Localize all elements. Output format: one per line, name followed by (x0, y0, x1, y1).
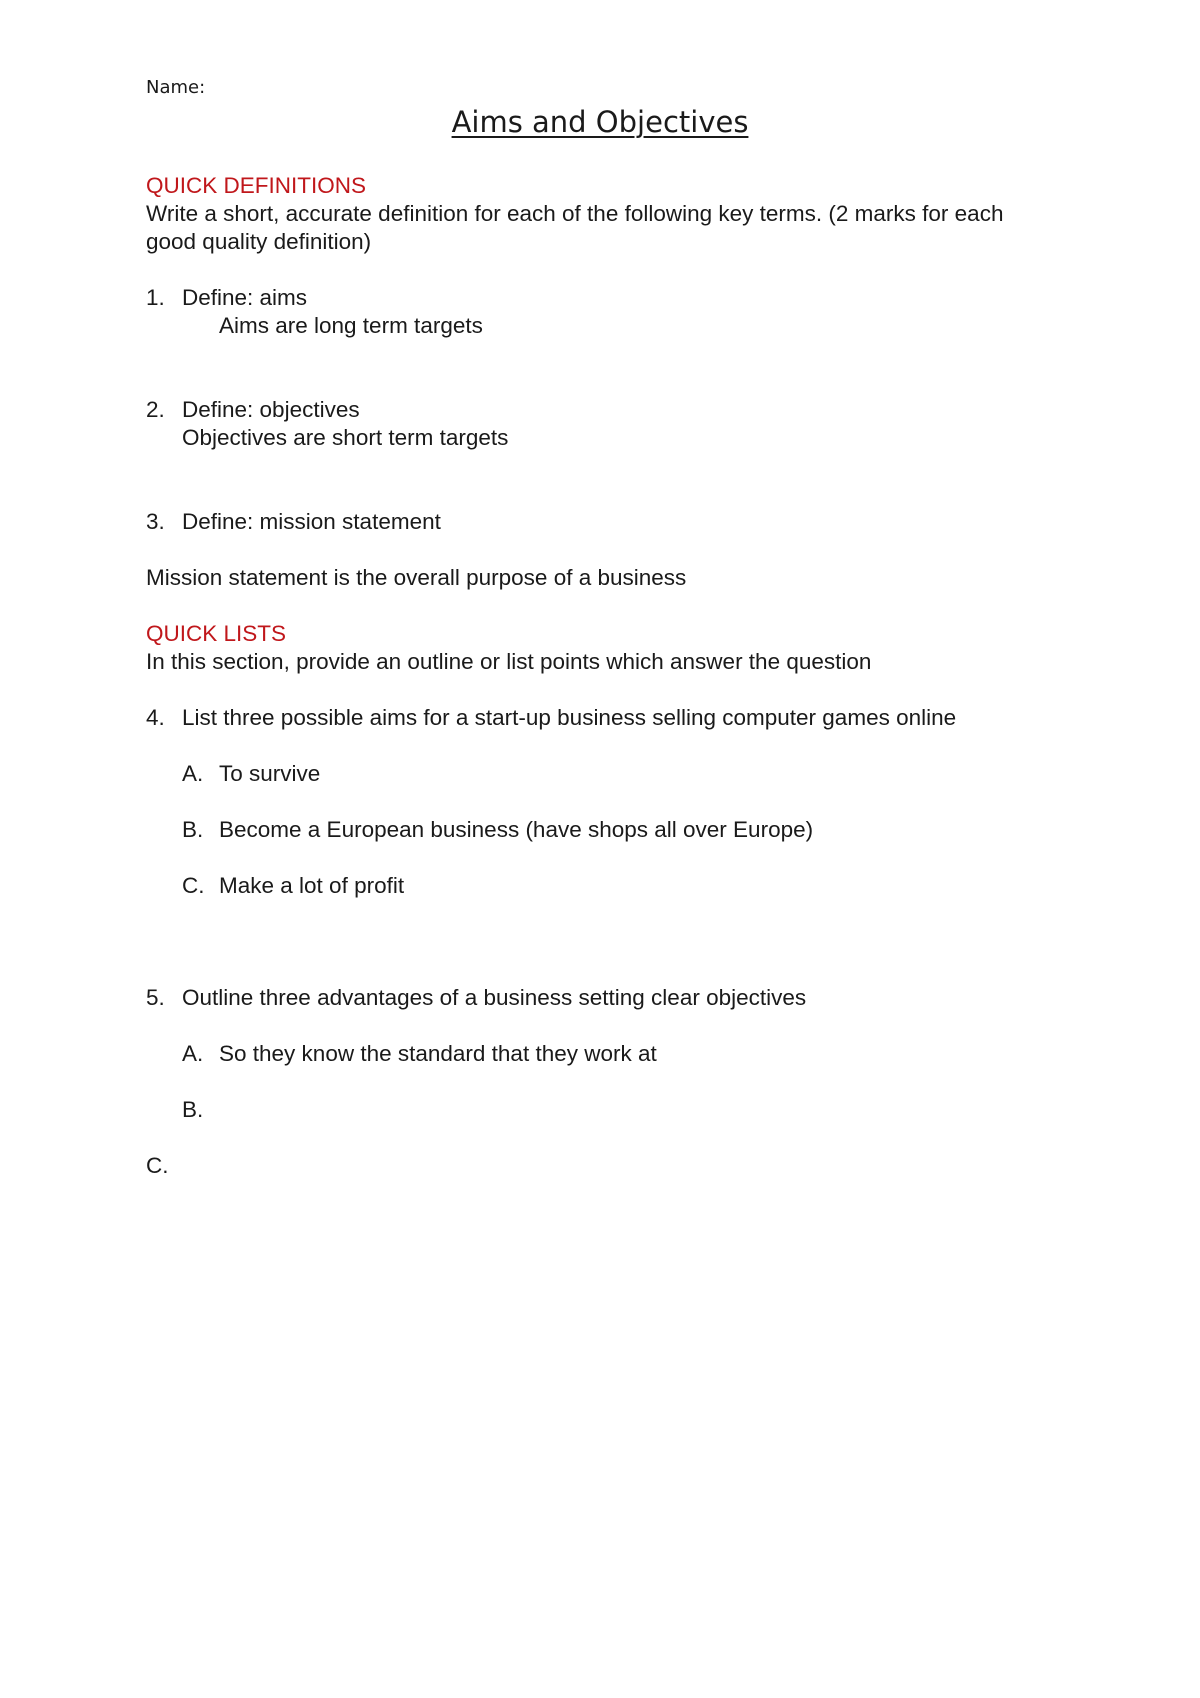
definitions-heading: QUICK DEFINITIONS (146, 173, 367, 198)
list-item: To survive (219, 761, 321, 786)
question-prompt: Define: objectives (182, 397, 360, 422)
name-label: Name: (146, 77, 206, 98)
list-letter: B. (182, 1097, 204, 1122)
list-letter: A. (182, 761, 204, 786)
list-item: So they know the standard that they work at (219, 1041, 657, 1066)
list-letter: B. (182, 817, 204, 842)
definitions-instruction: Write a short, accurate definition for each of the following key terms. (2 marks for each good quality definition) (146, 201, 1004, 254)
question-number: 5. (146, 985, 165, 1010)
question-number: 2. (146, 397, 165, 422)
question-number: 1. (146, 285, 165, 310)
list-letter: C. (182, 873, 205, 898)
list-item: Make a lot of profit (219, 873, 405, 898)
list-letter: C. (146, 1153, 169, 1178)
question-number: 4. (146, 705, 165, 730)
question-prompt: Define: aims (182, 285, 308, 310)
question-prompt: List three possible aims for a start-up business selling computer games online (182, 705, 957, 730)
question-prompt: Define: mission statement (182, 509, 441, 534)
page-title: Aims and Objectives (451, 105, 749, 139)
list-item: Become a European business (have shops all over Europe) (219, 817, 814, 842)
list-letter: A. (182, 1041, 204, 1066)
lists-instruction: In this section, provide an outline or list points which answer the question (146, 649, 872, 674)
question-answer: Mission statement is the overall purpose of a business (146, 565, 687, 590)
question-answer: Objectives are short term targets (182, 425, 509, 450)
question-prompt: Outline three advantages of a business setting clear objectives (182, 985, 807, 1010)
question-number: 3. (146, 509, 165, 534)
question-answer: Aims are long term targets (219, 313, 483, 338)
lists-heading: QUICK LISTS (146, 621, 287, 646)
